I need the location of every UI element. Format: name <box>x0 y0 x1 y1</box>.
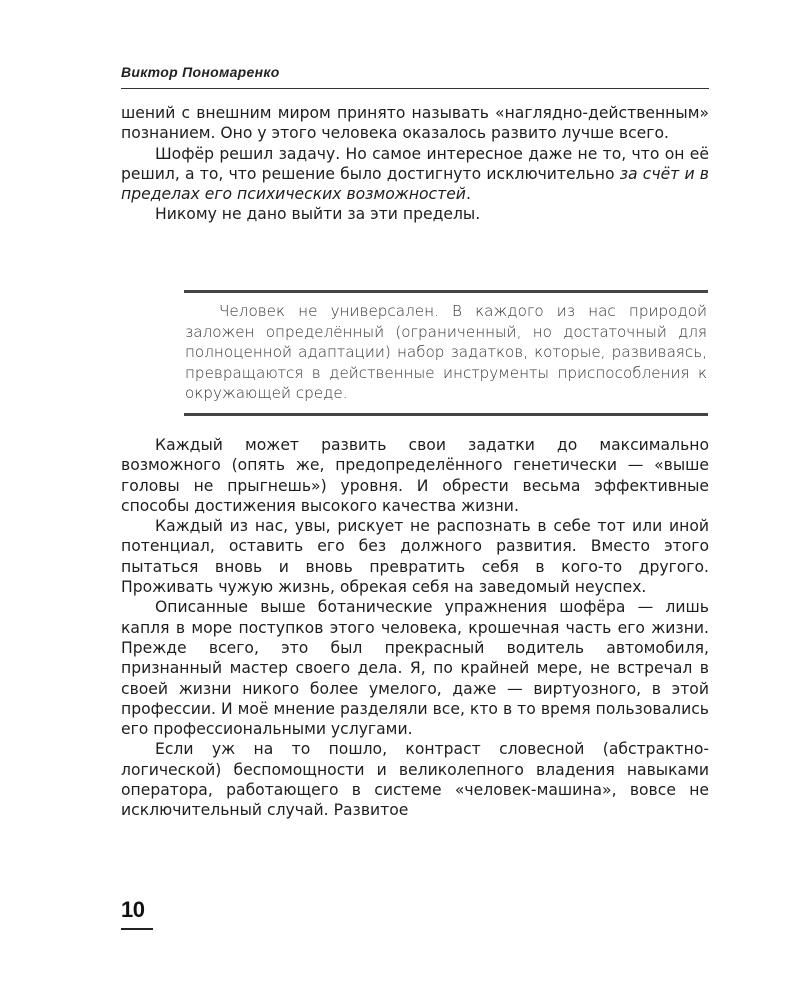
body-text-bottom <box>121 435 709 821</box>
paragraph <box>121 144 709 205</box>
paragraph-text-end: . <box>465 185 471 204</box>
body-text-top <box>121 103 709 225</box>
running-header-author: Виктор Пономаренко <box>121 64 280 80</box>
paragraph: Если уж на то пошло, контраст словесной (абстрактно-логической) беспомощности и великолепного владения навыками оператора, работающего в системе «человек-машина», вовсе не исключительный случай. Развитое <box>121 740 709 820</box>
paragraph: Никому не дано выйти за эти пределы. <box>155 205 481 224</box>
italic-emphasis: за счёт и в пределах его психических возможностей <box>121 164 709 204</box>
paragraph: Каждый из нас, увы, рискует не распознать в себе тот или иной потенциал, оставить его без должного развития. Вместо этого пытаться вновь и вновь превратить себя в кого-то другого. Проживать чужую жизнь, обрекая себя на заведомый неуспех. <box>121 517 709 597</box>
page-number: 10 <box>121 897 145 922</box>
header-rule <box>121 88 709 89</box>
paragraph-text: Шофёр решил задачу. Но самое интересное даже не то, что он её решил, а то, что решение было достигнуто исключительно <box>121 144 709 183</box>
page-number-rule <box>121 928 153 930</box>
callout-paragraph: Человек не универсален. В каждого из нас природой заложен определённый (ограниченный, но достаточный для полноценной адаптации) набор задатков, которые, развиваясь, превращаются в действенные инструменты приспособления к окружающей среде. <box>185 302 707 402</box>
paragraph: шений с внешним миром принято называть «наглядно-действенным» познанием. Оно у этого человека оказалось развито лучше всего. <box>121 104 709 143</box>
paragraph: Каждый может развить свои задатки до максимально возможного (опять же, предопределённого генетически — «выше головы не прыгнешь») уровня. И обрести весьма эффективные способы достижения высокого качества жизни. <box>121 436 709 515</box>
callout-text <box>185 301 707 404</box>
paragraph: Описанные выше ботанические упражнения шофёра — лишь капля в море поступков этого человека, крошечная часть его жизни. Прежде всего, это был прекрасный водитель автомобиля, признанный мастер своего дела. Я, по крайней мере, не встречал в своей жизни никого более умелого, даже — виртуозного, в этой профессии. И моё мнение разделяли все, кто в то время пользовались его профессиональными услугами. <box>121 598 709 739</box>
